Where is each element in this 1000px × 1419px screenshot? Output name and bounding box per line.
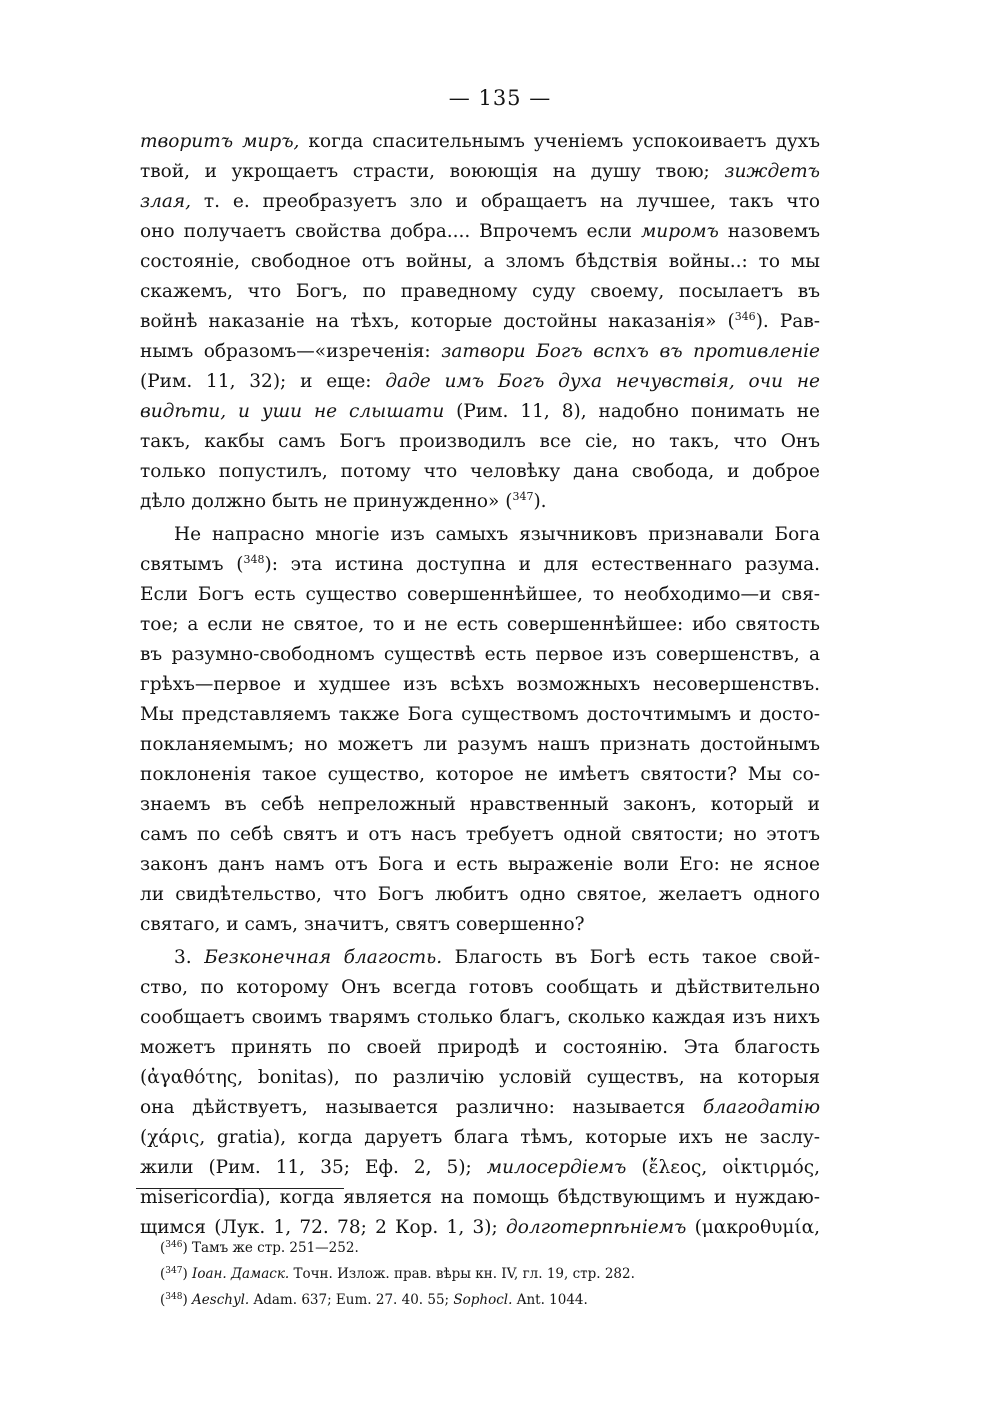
text-run: состояніе, свободное отъ войны, а зломъ бѣдствія войны..: то мы [140,251,820,272]
text-run: Мы представляемъ также Бога существомъ досточтимымъ и досто- [140,704,820,725]
text-run: ли свидѣтельство, что Богъ любитъ одно святое, желаетъ одного [140,884,820,905]
text-run: т. е. преобразуетъ зло и обращаетъ на лучшее, такъ что [191,191,820,212]
text-run: ) [182,1292,193,1308]
page-number: — 135 — [448,86,552,110]
text-line [140,157,820,187]
italic-text: благодатію [702,1097,820,1118]
italic-text: творитъ миръ, [140,131,300,152]
text-run: жили (Рим. 11, 35; Еф. 2, 5); [140,1157,487,1178]
text-run: ) Тамъ же стр. 251—252. [182,1240,359,1256]
text-run: войнѣ наказаніе на тѣхъ, которые достойны наказанія» ( [140,311,735,332]
text-run: законъ данъ намъ отъ Бога и есть выраженіе воли Его: не ясное [140,854,820,875]
text-run: ): эта истина доступна и для естественнаго разума. [264,554,820,575]
text-line [140,610,820,640]
text-run: скажемъ, что Богъ, по праведному суду своему, посылаетъ въ [140,281,820,302]
text-line [140,790,820,820]
text-run: (ἔλεος, οἰκτιρμός, [626,1157,820,1178]
text-run: твой, и укрощаетъ страсти, воюющія на душу твою; [140,161,725,182]
italic-text: видѣти, и уши не слышати [140,401,445,422]
text-line [140,487,820,517]
text-line [140,217,820,247]
text-line [140,187,820,217]
italic-text: долготерпѣніемъ [505,1217,687,1238]
text-line [140,337,820,367]
text-run: она дѣйствуетъ, называется различно: называется [140,1097,703,1118]
text-line [140,670,820,700]
text-run: святаго, и самъ, значитъ, святъ совершенно? [140,914,585,935]
italic-text: зиждетъ [724,161,820,182]
footnote-ref: 347 [165,1266,183,1276]
italic-text: даде имъ Богъ духа нечувствія, очи не [385,371,820,392]
text-run: такъ, какбы самъ Богъ производилъ все сіе, но такъ, что Онъ [140,431,820,452]
text-run: Благость въ Богѣ есть такое свой- [442,947,820,968]
text-run: знаемъ въ себѣ непреложный нравственный законъ, который и [140,794,820,815]
text-run: 3. [174,947,205,968]
text-line [140,520,820,550]
text-run: покланяемымъ; но можетъ ли разумъ нашъ признать достойнымъ [140,734,820,755]
text-line [140,910,820,940]
italic-text: Aeschyl. [192,1292,250,1308]
text-line [140,1123,820,1153]
footnote-ref: 348 [165,1292,183,1302]
text-line [140,730,820,760]
text-run: (Рим. 11, 32); и еще: [140,371,386,392]
text-run: оно получаетъ свойства добра.... Впрочемъ если [140,221,641,242]
text-line [140,1033,820,1063]
text-run: (χάρις, gratia), когда даруетъ блага тѣмъ, которые ихъ не заслу- [140,1127,820,1148]
footnote [160,1289,820,1311]
footnote [160,1263,820,1285]
text-line [140,820,820,850]
text-line [140,880,820,910]
text-line [140,973,820,1003]
footnote-ref: 346 [165,1240,183,1250]
text-run: (μακροθυμία, [686,1217,820,1238]
text-run: только попустилъ, потому что человѣку дана свобода, и доброе [140,461,820,482]
text-line [140,1063,820,1093]
text-line [140,1093,820,1123]
text-line [140,700,820,730]
text-run: ). [533,491,547,512]
text-line [140,427,820,457]
text-run: ( [160,1240,166,1256]
text-run: дѣло должно быть не принужденно» ( [140,491,513,512]
text-line [140,1153,820,1183]
italic-text: Безконечная благость. [204,947,443,968]
italic-text: Sophocl. [453,1292,513,1308]
footnote-separator [136,1188,344,1189]
text-line [140,640,820,670]
text-line [140,550,820,580]
text-run: назовемъ [718,221,820,242]
italic-text: милосердіемъ [486,1157,627,1178]
text-run: ( [160,1292,166,1308]
text-run: ) [182,1266,193,1282]
italic-text: затвори Богъ вспхъ въ противленіе [441,341,820,362]
text-line [140,397,820,427]
footnote-ref: 348 [243,553,265,566]
text-run: Adam. 637; Eum. 27. 40. 55; [249,1292,454,1308]
text-run: можетъ принять по своей природѣ и состоянію. Эта благость [140,1037,820,1058]
text-run: Ant. 1044. [512,1292,588,1308]
text-run: щимся (Лук. 1, 72. 78; 2 Кор. 1, 3); [140,1217,506,1238]
text-run: самъ по себѣ святъ и отъ насъ требуетъ одной святости; но этотъ [140,824,820,845]
text-run: ). Рав- [755,311,820,332]
text-run: (Рим. 11, 8), надобно понимать не [444,401,821,422]
text-run: поклоненія такое существо, которое не имѣетъ святости? Мы со- [140,764,820,785]
text-run: нымъ образомъ—«изреченія: [140,341,442,362]
text-run: Точн. Излож. прав. вѣры кн. IV, гл. 19, стр. 282. [289,1266,635,1282]
text-line [140,457,820,487]
text-line [140,850,820,880]
text-run: (ἀγαθότης, bonitas), по различію условій существъ, на которыя [140,1067,820,1088]
text-line [140,367,820,397]
text-run: когда спасительнымъ ученіемъ успокоиваетъ духъ [299,131,820,152]
text-line [140,127,820,157]
text-line [140,307,820,337]
text-line [140,247,820,277]
text-line [140,580,820,610]
text-run: Если Богъ есть существо совершеннѣйшее, то необходимо—и свя- [140,584,820,605]
text-line [140,277,820,307]
text-run: тое; а если не святое, то и не есть совершеннѣйшее: ибо святость [140,614,820,635]
text-line [140,1003,820,1033]
footnote-ref: 347 [512,490,534,503]
text-run: грѣхъ—первое и худшее изъ всѣхъ возможныхъ несовершенствъ. [140,674,820,695]
text-run: ство, по которому Онъ всегда готовъ сообщать и дѣйствительно [140,977,820,998]
italic-text: Іоан. Дамаск. [192,1266,290,1282]
text-run: misericordia), когда является на помощь бѣдствующимъ и нуждаю- [140,1187,820,1208]
italic-text: злая, [140,191,192,212]
text-line [140,760,820,790]
text-run: Не напрасно многіе изъ самыхъ язычниковъ признавали Бога [174,524,820,545]
footnote-ref: 346 [734,310,756,323]
text-run: сообщаетъ своимъ тварямъ столько благъ, сколько каждая изъ нихъ [140,1007,820,1028]
text-line [140,943,820,973]
footnote [160,1237,820,1259]
text-run: ( [160,1266,166,1282]
text-run: святымъ ( [140,554,244,575]
italic-text: миромъ [640,221,719,242]
text-run: въ разумно-свободномъ существѣ есть первое изъ совершенствъ, а [140,644,820,665]
